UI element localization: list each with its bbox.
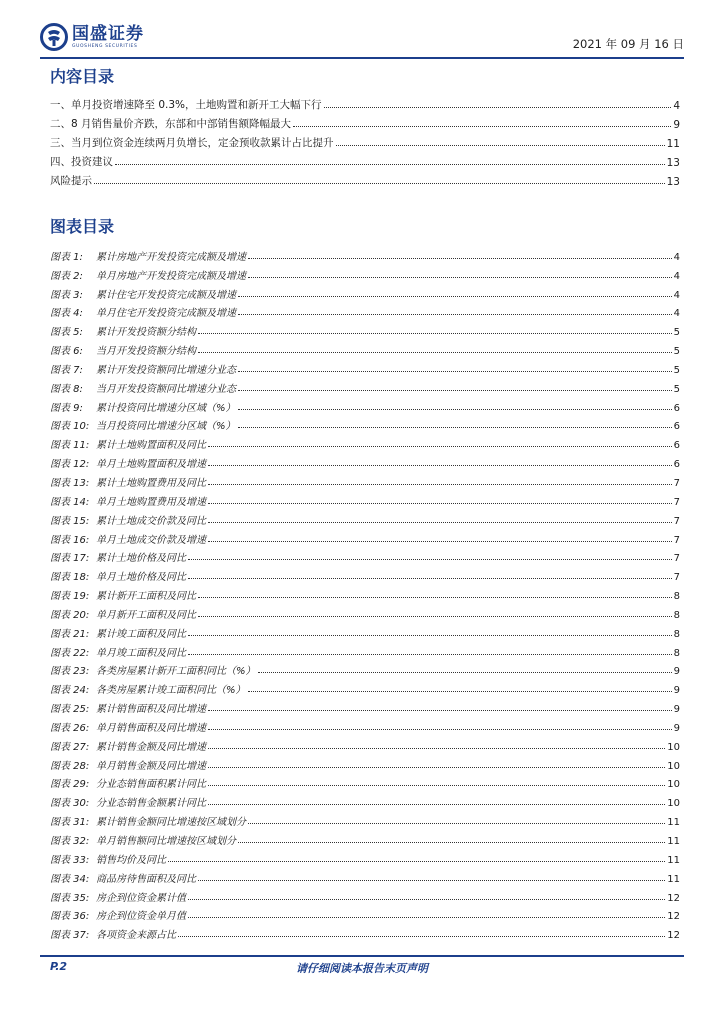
dot-leader — [208, 540, 672, 542]
figure-entry-label: 图表 17: — [50, 553, 90, 565]
figure-entry-label: 图表 33: — [50, 854, 90, 866]
figure-entry-page: 11 — [667, 817, 680, 829]
figure-entry-label: 图表 13: — [50, 477, 90, 489]
figure-entry[interactable] — [50, 659, 680, 678]
dot-leader — [238, 426, 672, 428]
figure-entry-title: 商品房待售面积及同比 — [96, 873, 196, 885]
figure-entry-page: 7 — [673, 496, 680, 508]
dot-leader — [198, 351, 672, 353]
figure-entry-title: 单月土地购置费用及增速 — [96, 496, 206, 508]
figure-entry[interactable] — [50, 640, 680, 659]
figure-entry-page: 9 — [673, 666, 680, 678]
dot-leader — [188, 577, 672, 579]
figure-entry-page: 11 — [667, 836, 680, 847]
figure-entry-page: 7 — [673, 534, 680, 546]
figure-entry[interactable] — [50, 828, 680, 847]
dot-leader — [198, 615, 672, 617]
figure-entry-title: 房企到位资金累计值 — [96, 892, 186, 904]
figure-entry-title: 单月土地成交价款及增速 — [96, 534, 206, 546]
dot-leader — [178, 935, 665, 937]
figure-entry-title: 累计土地购置面积及同比 — [96, 440, 206, 452]
figure-entry-title: 累计开发投资额同比增速分业态 — [96, 364, 236, 376]
figure-entry[interactable] — [50, 621, 680, 640]
company-logo — [40, 20, 144, 54]
figure-entry[interactable] — [50, 395, 680, 414]
figure-entry-page: 9 — [673, 722, 680, 734]
figure-entry[interactable] — [50, 432, 680, 451]
figure-entry-page: 4 — [673, 270, 680, 282]
figures-list — [50, 244, 680, 941]
figure-entry-title: 累计竣工面积及同比 — [96, 628, 186, 640]
dot-leader — [208, 747, 665, 749]
dot-leader — [188, 916, 665, 918]
figure-entry-title: 累计销售金额同比增速按区域划分 — [96, 817, 246, 829]
figure-entry-page: 5 — [673, 364, 680, 376]
figure-entry[interactable] — [50, 470, 680, 489]
figure-entry-label: 图表 18: — [50, 572, 90, 584]
figure-entry-title: 单月土地价格及同比 — [96, 572, 186, 584]
figure-entry-title: 累计土地购置费用及同比 — [96, 477, 206, 489]
figure-entry[interactable] — [50, 508, 680, 527]
figure-entry-label: 图表 4: — [50, 308, 83, 320]
dot-leader — [238, 841, 665, 843]
dot-leader — [238, 370, 672, 372]
figure-entry-label: 图表 23: — [50, 666, 90, 678]
figure-entry-page: 12 — [667, 911, 680, 923]
toc-entry-page: 11 — [666, 138, 680, 150]
figure-entry[interactable] — [50, 282, 680, 301]
toc-entry-page: 4 — [673, 100, 680, 112]
toc-entry-text: 一、单月投资增速降至 0.3%，土地购置和新开工大幅下行 — [50, 99, 322, 111]
figure-entry-label: 图表 34: — [50, 873, 90, 885]
figure-entry-label: 图表 27: — [50, 741, 90, 753]
figure-entry[interactable] — [50, 489, 680, 508]
figure-entry[interactable] — [50, 301, 680, 320]
dot-leader — [188, 653, 672, 655]
figure-entry-title: 分业态销售面积累计同比 — [96, 779, 206, 791]
figure-entry-page: 9 — [673, 704, 680, 716]
contents-title: 内容目录 — [50, 67, 115, 86]
figure-entry-page: 10 — [667, 741, 680, 753]
dot-leader — [336, 144, 665, 146]
figure-entry-label: 图表 29: — [50, 779, 90, 791]
dot-leader — [208, 766, 665, 768]
figure-entry-page: 5 — [673, 383, 680, 395]
figure-entry-title: 当月开发投资额同比增速分业态 — [96, 383, 236, 395]
dot-leader — [198, 332, 672, 334]
guosheng-logo-icon — [40, 23, 68, 51]
figure-entry-page: 6 — [673, 421, 680, 433]
figure-entry-title: 单月销售面积及同比增速 — [96, 722, 206, 734]
figure-entry-label: 图表 11: — [50, 440, 90, 452]
dot-leader — [248, 690, 672, 692]
figure-entry[interactable] — [50, 677, 680, 696]
figure-entry-page: 6 — [673, 440, 680, 452]
figure-entry-page: 6 — [673, 459, 680, 471]
figure-entry-label: 图表 35: — [50, 892, 90, 904]
dot-leader — [238, 389, 672, 391]
figure-entry-title: 单月销售额同比增速按区域划分 — [96, 836, 236, 847]
figure-entry[interactable] — [50, 772, 680, 791]
figure-entry-label: 图表 7: — [50, 364, 83, 376]
figure-entry-label: 图表 36: — [50, 911, 90, 923]
disclaimer-note: 请仔细阅读本报告末页声明 — [296, 962, 428, 975]
figure-entry[interactable] — [50, 376, 680, 395]
figure-entry-label: 图表 15: — [50, 515, 90, 527]
toc-entry[interactable] — [50, 112, 680, 131]
figure-entry-label: 图表 28: — [50, 760, 90, 772]
figure-entry-title: 当月开发投资额分结构 — [96, 346, 196, 358]
figure-entry-label: 图表 32: — [50, 836, 90, 847]
figure-entry[interactable] — [50, 809, 680, 828]
figure-entry[interactable] — [50, 753, 680, 772]
figure-entry-title: 销售均价及同比 — [96, 854, 166, 866]
figure-entry-title: 单月住宅开发投资完成额及增速 — [96, 308, 236, 320]
figure-entry-label: 图表 20: — [50, 609, 90, 621]
figure-entry-title: 累计房地产开发投资完成额及增速 — [96, 251, 246, 263]
logo-english-name: GUOSHENG SECURITIES — [72, 44, 138, 49]
figure-entry-page: 10 — [667, 760, 680, 772]
figure-entry-title: 各类房屋累计竣工面积同比（%） — [96, 685, 246, 697]
figure-entry-page: 4 — [673, 251, 680, 263]
toc-entry-text: 三、当月到位资金连续两月负增长，定金预收款累计占比提升 — [50, 137, 334, 149]
figure-entry-title: 单月销售金额及同比增速 — [96, 760, 206, 772]
figure-entry-label: 图表 14: — [50, 496, 90, 508]
dot-leader — [258, 671, 672, 673]
report-date: 2021 年 09 月 16 日 — [572, 37, 684, 51]
figure-entry[interactable] — [50, 602, 680, 621]
footer-divider — [40, 955, 684, 957]
dot-leader — [248, 822, 665, 824]
dot-leader — [238, 295, 672, 297]
figure-entry-page: 9 — [673, 685, 680, 697]
dot-leader — [208, 803, 665, 805]
figure-entry-page: 7 — [673, 515, 680, 527]
figure-entry-title: 累计销售金额及同比增速 — [96, 741, 206, 753]
dot-leader — [168, 860, 665, 862]
figure-entry-title: 分业态销售金额累计同比 — [96, 798, 206, 810]
header-divider — [40, 57, 684, 59]
toc-entry[interactable] — [50, 131, 680, 150]
dot-leader — [208, 445, 672, 447]
dot-leader — [324, 106, 672, 108]
figure-entry-title: 单月竣工面积及同比 — [96, 647, 186, 659]
figure-entry-title: 单月土地购置面积及增速 — [96, 459, 206, 471]
figure-entry[interactable] — [50, 734, 680, 753]
figure-entry-label: 图表 10: — [50, 421, 90, 433]
figure-entry-label: 图表 16: — [50, 534, 90, 546]
toc-entry-text: 二、8 月销售量价齐跌，东部和中部销售额降幅最大 — [50, 118, 292, 130]
figure-entry-title: 累计投资同比增速分区域（%） — [96, 402, 236, 414]
figure-entry-page: 5 — [673, 327, 680, 339]
figure-entry[interactable] — [50, 564, 680, 583]
figure-entry[interactable] — [50, 922, 680, 941]
figure-entry[interactable] — [50, 357, 680, 376]
figure-entry[interactable] — [50, 451, 680, 470]
figure-entry[interactable] — [50, 338, 680, 357]
dot-leader — [208, 464, 672, 466]
dot-leader — [188, 558, 672, 560]
figure-entry-title: 单月房地产开发投资完成额及增速 — [96, 270, 246, 282]
figure-entry-label: 图表 8: — [50, 383, 83, 395]
dot-leader — [208, 502, 672, 504]
figure-entry[interactable] — [50, 527, 680, 546]
figure-entry-page: 12 — [667, 930, 680, 942]
figure-entry-label: 图表 26: — [50, 722, 90, 734]
figure-entry[interactable] — [50, 546, 680, 565]
figure-entry-page: 7 — [673, 553, 680, 565]
figure-entry-page: 7 — [673, 477, 680, 489]
figure-entry[interactable] — [50, 414, 680, 433]
logo-chinese-name: 国盛证券 — [72, 24, 144, 44]
figure-entry-label: 图表 5: — [50, 327, 83, 339]
figure-entry-title: 房企到位资金单月值 — [96, 911, 186, 923]
dot-leader — [208, 784, 665, 786]
toc-entry-text: 风险提示 — [50, 175, 92, 187]
figure-entry-title: 单月新开工面积及同比 — [96, 609, 196, 621]
figure-entry-label: 图表 9: — [50, 402, 83, 414]
figure-entry-title: 累计开发投资额分结构 — [96, 327, 196, 339]
figure-entry[interactable] — [50, 885, 680, 904]
figure-entry-page: 12 — [667, 892, 680, 904]
figure-entry[interactable] — [50, 790, 680, 809]
dot-leader — [208, 483, 672, 485]
figure-entry[interactable] — [50, 715, 680, 734]
figure-entry-page: 10 — [667, 779, 680, 791]
figure-entry-label: 图表 24: — [50, 685, 90, 697]
figure-entry[interactable] — [50, 696, 680, 715]
toc-entry[interactable] — [50, 93, 680, 112]
figure-entry-label: 图表 22: — [50, 647, 90, 659]
figure-entry-page: 8 — [673, 609, 680, 621]
figure-entry-page: 11 — [667, 873, 680, 885]
dot-leader — [208, 709, 672, 711]
figure-entry-label: 图表 30: — [50, 798, 90, 810]
figure-entry-page: 5 — [673, 346, 680, 358]
dot-leader — [208, 521, 672, 523]
figure-entry-label: 图表 19: — [50, 591, 90, 603]
figure-entry-page: 8 — [673, 647, 680, 659]
dot-leader — [188, 634, 672, 636]
figure-entry-page: 10 — [667, 798, 680, 810]
dot-leader — [238, 408, 672, 410]
figure-entry[interactable] — [50, 847, 680, 866]
dot-leader — [238, 313, 672, 315]
figure-entry-label: 图表 12: — [50, 459, 90, 471]
figure-entry-page: 7 — [673, 572, 680, 584]
figure-entry-title: 当月投资同比增速分区域（%） — [96, 421, 236, 433]
figure-entry-page: 6 — [673, 402, 680, 414]
figure-entry[interactable] — [50, 263, 680, 282]
dot-leader — [248, 276, 672, 278]
figure-entry-label: 图表 3: — [50, 289, 83, 301]
figure-entry-page: 8 — [673, 591, 680, 603]
figure-entry-page: 8 — [673, 628, 680, 640]
figure-entry-title: 各类房屋累计新开工面积同比（%） — [96, 666, 256, 678]
figure-entry-title: 累计土地价格及同比 — [96, 553, 186, 565]
figure-entry-label: 图表 6: — [50, 346, 83, 358]
dot-leader — [188, 898, 665, 900]
figures-title: 图表目录 — [50, 217, 115, 236]
figure-entry[interactable] — [50, 244, 680, 263]
toc-entry-page: 13 — [666, 176, 680, 188]
figure-entry-title: 累计新开工面积及同比 — [96, 591, 196, 603]
dot-leader — [248, 257, 672, 259]
figure-entry-page: 4 — [673, 308, 680, 320]
contents-list — [50, 93, 680, 188]
dot-leader — [198, 879, 665, 881]
dot-leader — [115, 163, 665, 165]
dot-leader — [208, 728, 672, 730]
page-number: P.2 — [50, 960, 68, 973]
figure-entry[interactable] — [50, 866, 680, 885]
dot-leader — [293, 125, 671, 127]
figure-entry-label: 图表 21: — [50, 628, 90, 640]
figure-entry[interactable] — [50, 583, 680, 602]
figure-entry-title: 累计土地成交价款及同比 — [96, 515, 206, 527]
dot-leader — [198, 596, 672, 598]
toc-entry[interactable] — [50, 169, 680, 188]
toc-entry-page: 9 — [673, 119, 680, 131]
figure-entry[interactable] — [50, 904, 680, 923]
figure-entry-label: 图表 1: — [50, 251, 83, 263]
toc-entry-page: 13 — [666, 157, 680, 169]
figure-entry-title: 累计销售面积及同比增速 — [96, 704, 206, 716]
page-header — [40, 18, 684, 58]
figure-entry-label: 图表 25: — [50, 704, 90, 716]
figure-entry-label: 图表 31: — [50, 817, 90, 829]
figure-entry-page: 11 — [667, 854, 680, 866]
figure-entry-page: 4 — [673, 289, 680, 301]
figure-entry-title: 累计住宅开发投资完成额及增速 — [96, 289, 236, 301]
figure-entry-title: 各项资金来源占比 — [96, 930, 176, 942]
toc-entry-text: 四、投资建议 — [50, 156, 113, 168]
figure-entry-label: 图表 37: — [50, 930, 90, 942]
figure-entry[interactable] — [50, 319, 680, 338]
dot-leader — [94, 182, 665, 184]
toc-entry[interactable] — [50, 150, 680, 169]
figure-entry-label: 图表 2: — [50, 270, 83, 282]
